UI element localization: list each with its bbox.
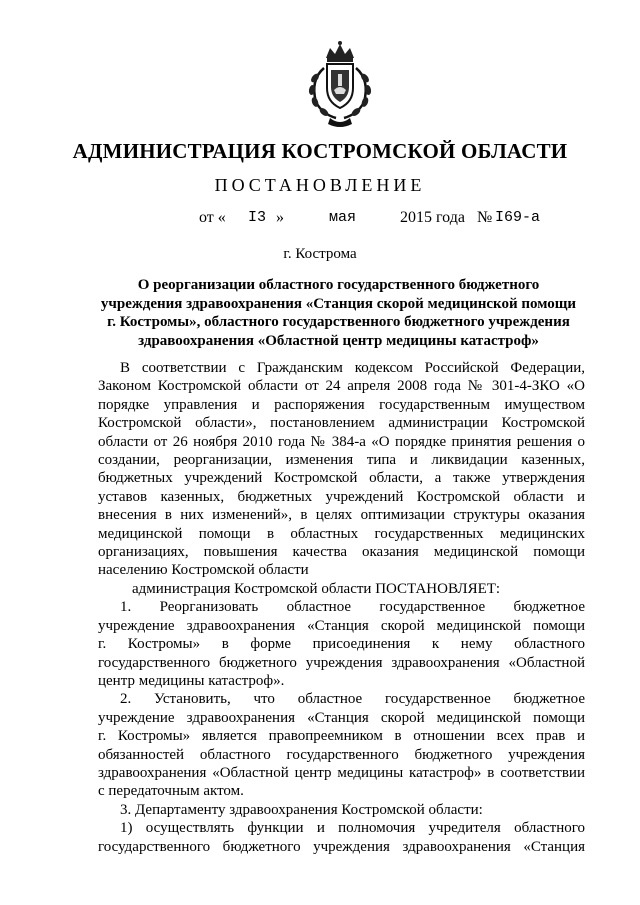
body-line: государственного бюджетного учреждения здравоохранения «Областной (98, 654, 585, 671)
decree-body (98, 359, 585, 856)
body-line: г. Костромы» является правопреемником в отношении всех прав и (98, 728, 585, 745)
paragraph-item-3 (98, 801, 585, 819)
paragraph-preamble (98, 359, 585, 580)
body-line: обязанностей областного государственного бюджетного учреждения (98, 746, 585, 763)
paragraph-item-2 (98, 690, 585, 800)
body-line: 2. Установить, что областное государственное бюджетное (120, 691, 585, 708)
title-line: О реорганизации областного государственного бюджетного (137, 277, 540, 293)
date-day: I3 (248, 209, 267, 226)
date-month: мая (329, 209, 357, 226)
body-line: Законом Костромской области от 24 апреля 2008 года № 301-4-ЗКО «О (98, 378, 585, 395)
body-line: организациях, повышения качества оказания медицинской помощи (98, 544, 585, 561)
body-line: государственного бюджетного учреждения здравоохранения «Станция (98, 838, 585, 855)
date-day-close: » (276, 209, 284, 226)
body-line: медицинской помощи в областных государственных медицинских (98, 525, 585, 542)
title-line: здравоохранения «Областной центр медицины катастроф» (138, 332, 539, 349)
body-line: В соответствии с Гражданским кодексом Российской Федерации, (120, 360, 585, 376)
body-line: учреждение здравоохранения «Станция скорой медицинской помощи (98, 617, 585, 634)
document-type: ПОСТАНОВЛЕНИЕ (214, 175, 426, 195)
body-line: уставов казенных, бюджетных учреждений Костромской области и (98, 488, 585, 505)
paragraph-item-1 (98, 598, 585, 690)
paragraph-resolves (98, 580, 585, 598)
document-number: I69-а (495, 209, 541, 226)
body-line: центр медицины катастроф». (98, 672, 285, 689)
body-line: населению Костромской области (98, 562, 309, 579)
title-line: г. Костромы», областного государственного бюджетного учреждения (107, 314, 570, 330)
title-line: учреждения здравоохранения «Станция скорой медицинской помощи (100, 295, 577, 312)
body-line: порядке управления и распоряжения государственным имуществом (98, 396, 585, 413)
date-year: 2015 года (400, 209, 465, 226)
body-line: области от 26 ноября 2010 года № 384-а «О порядке принятия решения о (98, 433, 585, 450)
body-line: внесения в них изменений», в целях оптимизации структуры оказания (98, 507, 585, 524)
body-line: г. Костромы» в форме присоединения к нему областного (98, 636, 585, 653)
body-line: с передаточным актом. (98, 783, 244, 800)
date-prefix: от « (199, 209, 226, 226)
body-line: 1. Реорганизовать областное государственное бюджетное (120, 599, 585, 616)
body-line: учреждение здравоохранения «Станция скорой медицинской помощи (98, 709, 585, 726)
organization-name: АДМИНИСТРАЦИЯ КОСТРОМСКОЙ ОБЛАСТИ (72, 139, 568, 163)
city: г. Кострома (283, 246, 357, 262)
body-line: создании, реорганизации, изменения типа и ликвидации казенных, (98, 452, 585, 469)
body-line: администрация Костромской области ПОСТАНОВЛЯЕТ: (132, 580, 501, 597)
body-line: 3. Департаменту здравоохранения Костромской области: (120, 801, 483, 818)
coat-of-arms-icon (300, 40, 380, 130)
paragraph-item-3-1 (98, 819, 585, 856)
decree-title (96, 276, 581, 350)
number-sign: № (477, 209, 493, 226)
body-line: Костромской области», постановлением администрации Костромской (98, 415, 585, 432)
body-line: 1) осуществлять функции и полномочия учредителя областного (120, 820, 585, 837)
body-line: бюджетных учреждений Костромской области, а также утверждения (98, 470, 585, 487)
body-line: здравоохранения «Областной центр медицины катастроф» в соответствии (98, 764, 585, 781)
